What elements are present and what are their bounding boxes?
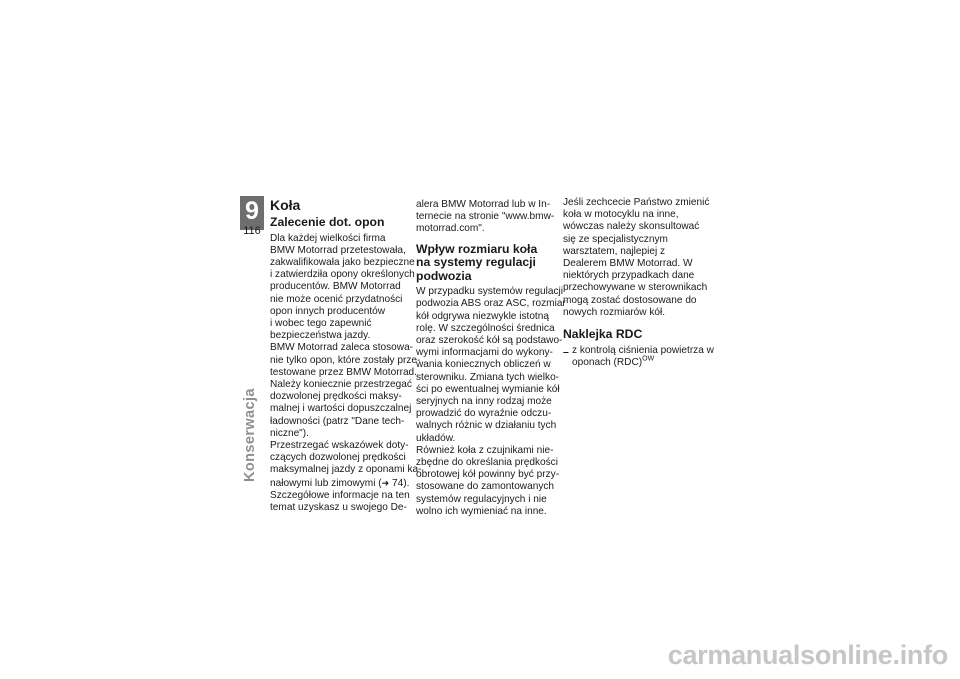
- text-line: testowane przez BMW Motorrad.: [270, 366, 417, 378]
- text-line: ternecie na stronie "www.bmw-: [416, 211, 555, 223]
- text-line: nie tylko opon, które zostały prze-: [270, 354, 421, 366]
- text-line: BMW Motorrad przetestowała,: [270, 244, 406, 256]
- list-item: [563, 344, 714, 369]
- text-line: podwozia ABS oraz ASC, rozmiar: [416, 298, 566, 310]
- text-line: stosowane do zamontowanych: [416, 481, 555, 493]
- text-fragment: oponach (RDC): [572, 356, 643, 368]
- column-2: [416, 199, 566, 518]
- subtitle-wheel-size-influence: [416, 243, 554, 284]
- text-line: wówczas należy skonsultować: [563, 221, 700, 233]
- page-number: 116: [243, 225, 261, 237]
- subtitle-tire-recommendation: Zalecenie dot. opon: [270, 215, 385, 229]
- text-line: Należy koniecznie przestrzegać: [270, 378, 412, 390]
- text-line: systemów regulacyjnych i nie: [416, 493, 547, 505]
- subtitle-rdc-sticker: Naklejka RDC: [563, 327, 643, 342]
- text-line: kół odgrywa niezwykle istotną: [416, 310, 549, 322]
- text-line: ści po ewentualnej wymianie kół: [416, 383, 560, 395]
- text-line: sterowniku. Zmiana tych wielko-: [416, 371, 560, 383]
- text-line: prowadzić do wyraźnie odczu-: [416, 408, 552, 420]
- paragraph-tires: [270, 232, 422, 515]
- text-line: Przestrzegać wskazówek doty-: [270, 439, 409, 451]
- text-line: seryjnych na inny rodzaj może: [416, 395, 552, 407]
- text-line: wolno ich wymieniać na inne.: [416, 505, 547, 517]
- text-line: i wobec tego zapewnić: [270, 317, 372, 329]
- text-line: bezpieczeństwa jazdy.: [270, 330, 371, 342]
- subtitle-line: na systemy regulacji: [416, 255, 536, 270]
- chapter-number: 9: [245, 197, 259, 225]
- text-line: maksymalnej jazdy z oponami ka-: [270, 464, 422, 476]
- column-1: [270, 197, 422, 514]
- text-line: niczne").: [270, 427, 309, 439]
- text-line: przechowywane w sterownikach: [563, 282, 708, 294]
- text-line: i zatwierdziła opony określonych: [270, 269, 415, 281]
- text-line: zakwalifikowała jako bezpieczne: [270, 256, 415, 268]
- text-line: dozwolonej prędkości maksy-: [270, 391, 402, 403]
- text-line: koła w motocyklu na inne,: [563, 209, 679, 221]
- text-line: nie może ocenić przydatności: [270, 293, 403, 305]
- text-line: malnej i wartości dopuszczalnej: [270, 403, 412, 415]
- superscript-ow: OW: [642, 355, 655, 363]
- text-line: rolę. W szczególności średnica: [416, 322, 555, 334]
- text-line: oraz szerokość kół są podstawo-: [416, 334, 563, 346]
- text-line: układów.: [416, 432, 456, 444]
- text-line: wymi informacjami do wykony-: [416, 347, 553, 359]
- text-line: producentów. BMW Motorrad: [270, 281, 401, 293]
- text-line: wania koniecznych obliczeń w: [416, 359, 551, 371]
- text-line-with-superscript: [572, 357, 701, 369]
- text-line: alera BMW Motorrad lub w In-: [416, 199, 551, 210]
- text-line: się ze specjalistycznym: [563, 233, 668, 245]
- subtitle-line: podwozia: [416, 268, 472, 283]
- text-line-with-reference: nałowymi lub zimowymi (➜ 74).: [270, 477, 410, 489]
- list-dash: –: [563, 345, 569, 358]
- text-line: W przypadku systemów regulacji: [416, 286, 563, 298]
- page-reference[interactable]: 74).: [391, 477, 410, 489]
- text-line: z kontrolą ciśnienia powietrza w: [572, 344, 714, 356]
- text-line: niektórych przypadkach dane: [563, 270, 695, 282]
- text-line: Jeśli zechcecie Państwo zmienić: [563, 197, 710, 208]
- text-line: czących dozwolonej prędkości: [270, 452, 406, 464]
- text-line: walnych różnic w działaniu tych: [416, 420, 557, 432]
- text-line: warsztatem, najlepiej z: [563, 245, 666, 257]
- text-line: mogą zostać dostosowane do: [563, 294, 697, 306]
- text-line: BMW Motorrad zaleca stosowa-: [270, 342, 414, 354]
- subtitle-line: Wpływ rozmiaru koła: [416, 241, 538, 256]
- text-line: zbędne do określania prędkości: [416, 456, 558, 468]
- text-line: motorrad.com".: [416, 223, 485, 235]
- column-3: [563, 197, 714, 369]
- text-line: Dealerem BMW Motorrad. W: [563, 258, 693, 270]
- text-fragment: nałowymi lub zimowymi: [270, 477, 376, 489]
- page-reference-arrow-icon: ➜: [381, 477, 390, 488]
- text-line: ładowności (patrz "Dane tech-: [270, 415, 405, 427]
- text-line: Również koła z czujnikami nie-: [416, 444, 554, 456]
- text-line: Dla każdej wielkości firma: [270, 232, 386, 244]
- chapter-label: Konserwacja: [242, 388, 258, 482]
- watermark-logo: carmanualsonline.info: [667, 640, 948, 670]
- text-line: obrotowej kół powinny być przy-: [416, 469, 560, 481]
- text-line: Szczegółowe informacje na ten: [270, 489, 410, 501]
- text-line: opon innych producentów: [270, 305, 386, 317]
- text-line: temat uzyskasz u swojego De-: [270, 501, 407, 513]
- section-title: Koła: [270, 197, 301, 213]
- text-line: nowych rozmiarów kół.: [563, 306, 666, 318]
